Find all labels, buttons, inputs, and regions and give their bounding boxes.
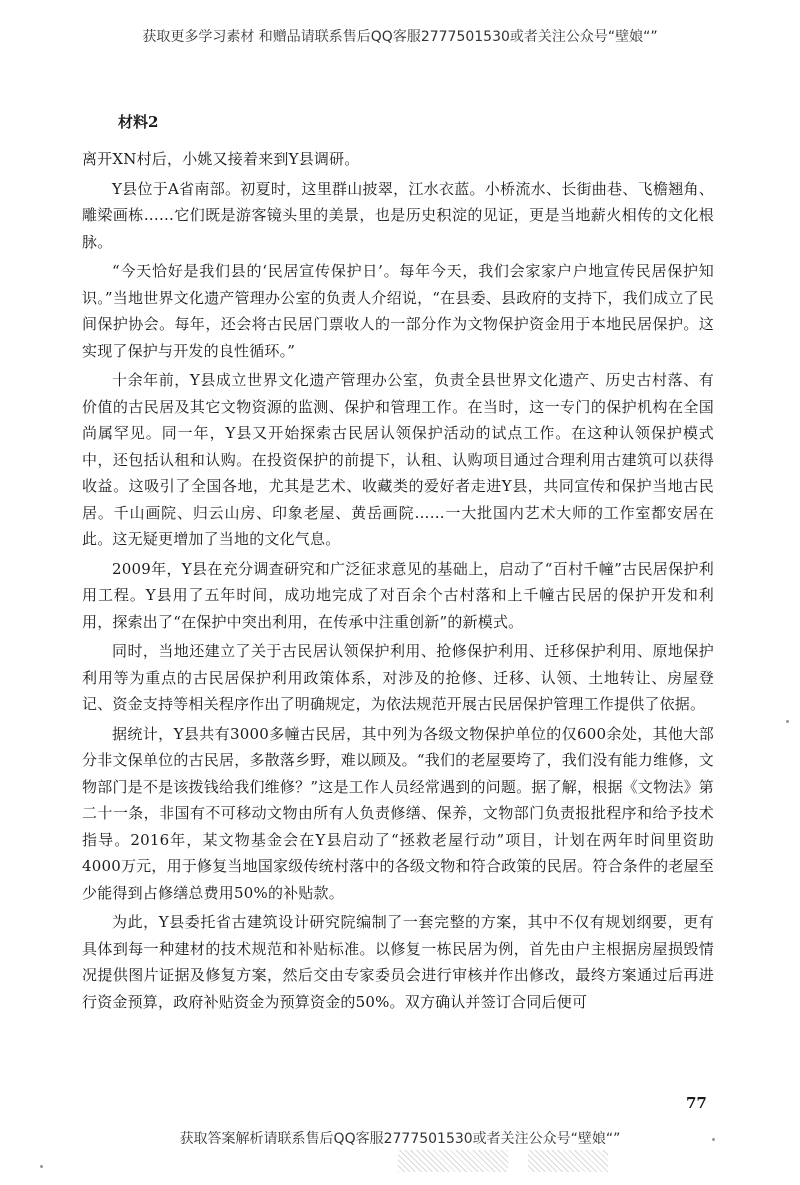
scan-noise [398, 1150, 508, 1172]
paragraph: Y县位于A省南部。初夏时，这里群山披翠，江水衣蓝。小桥流水、长街曲巷、飞檐翘角、雕梁画栋……它们既是游客镜头里的美景，也是历史积淀的见证，更是当地薪火相传的文化根脉。 [82, 179, 714, 251]
paragraph: 离开XN村后，小姚又接着来到Y县调研。 [82, 150, 360, 168]
footer-banner: 获取答案解析请联系售后QQ客服2777501530或者关注公众号“壁娘“” [179, 1131, 621, 1147]
header-banner: 获取更多学习素材 和赠品请联系售后QQ客服2777501530或者关注公众号“壁娘“” [142, 29, 658, 45]
paragraph: 2009年，Y县在充分调查研究和广泛征求意见的基础上，启动了“百村千幢”古民居保护利用工程。Y县用了五年时间，成功地完成了对百余个古村落和上千幢古民居的保护开发和利用，探索出了“在保护中突出利用，在传承中注重创新”的新模式。 [82, 559, 714, 631]
page-number: 77 [686, 1094, 707, 1112]
section-title: 材料2 [118, 113, 159, 131]
scan-speck [712, 1138, 715, 1141]
paragraph: 同时，当地还建立了关于古民居认领保护利用、抢修保护利用、迁移保护利用、原地保护利用等为重点的古民居保护利用政策体系，对涉及的抢修、迁移、认领、土地转让、房屋登记、资金支持等相关程序作出了明确规定，为依法规范开展古民居保护管理工作提供了依据。 [82, 642, 714, 713]
paragraph: 十余年前，Y县成立世界文化遗产管理办公室，负责全县世界文化遗产、历史古村落、有价值的古民居及其它文物资源的监测、保护和管理工作。在当时，这一专门的保护机构在全国尚属罕见。同一年，Y县又开始探索古民居认领保护活动的试点工作。在这种认领保护模式中，还包括认租和认购。在投资保护的前提下，认租、认购项目通过合理利用古建筑可以获得收益。这吸引了全国各地，尤其是艺术、收藏类的爱好者走进Y县，共同宣传和保护当地古民居。千山画院、归云山房、印象老屋、黄岳画院……一大批国内艺术大师的工作室都安居在此。这无疑更增加了当地的文化气息。 [82, 371, 714, 548]
scan-speck [40, 1165, 43, 1168]
scan-speck [786, 720, 789, 723]
scan-noise [528, 1150, 608, 1172]
paragraph: 为此，Y县委托省古建筑设计研究院编制了一套完整的方案，其中不仅有规划纲要，更有具体到每一种建材的技术规范和补贴标准。以修复一栋民居为例，首先由户主根据房屋损毁情况提供图片证据及修复方案，然后交由专家委员会进行审核并作出修改，最终方案通过后再进行资金预算，政府补贴资金为预算资金的50%。双方确认并签订合同后便可 [82, 913, 714, 1011]
paragraph: 据统计，Y县共有3000多幢古民居，其中列为各级文物保护单位的仅600余处，其他大部分非文保单位的古民居，多散落乡野，难以顾及。“我们的老屋要垮了，我们没有能力维修，文物部门是不是该拨钱给我们维修？”这是工作人员经常遇到的问题。据了解，根据《文物法》第二十一条，非国有不可移动文物由所有人负责修缮、保养，文物部门负责报批程序和给予技术指导。2016年，某文物基金会在Y县启动了“拯救老屋行动”项目，计划在两年时间里资助4000万元，用于修复当地国家级传统村落中的各级文物和符合政策的民居。符合条件的老屋至少能得到占修缮总费用50%的补贴款。 [82, 724, 714, 902]
paragraph: “今天恰好是我们县的‘民居宣传保护日’。每年今天，我们会家家户户地宣传民居保护知识。”当地世界文化遗产管理办公室的负责人介绍说，“在县委、县政府的支持下，我们成立了民间保护协会。每年，还会将古民居门票收人的一部分作为文物保护资金用于本地民居保护。这实现了保护与开发的良性循环。” [82, 262, 714, 360]
page-content [82, 112, 714, 1018]
